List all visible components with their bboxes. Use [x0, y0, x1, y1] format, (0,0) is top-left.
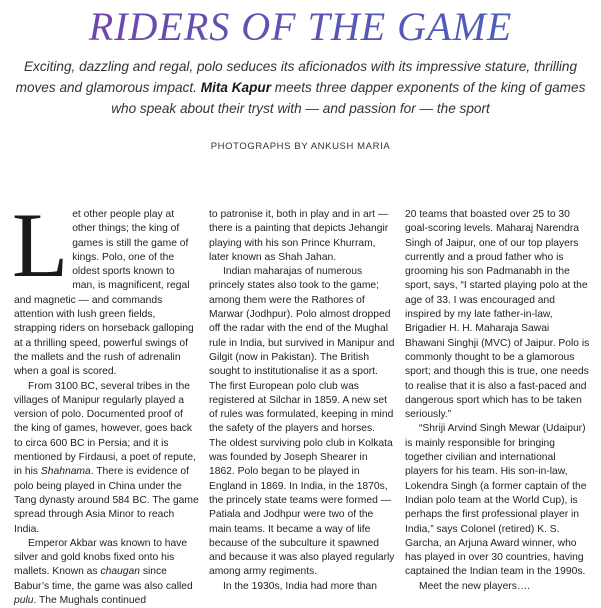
paragraph-text: From 3100 BC, several tribes in the villages of Manipur regularly played a version of polo. Documented proof of the king of games, however, goes back to circa 600 BC in Persia; and it is mentioned by Firdausi, a poet of repute, in his: [14, 380, 197, 478]
article-column-1: [12, 194, 200, 608]
paragraph-text: . There is evidence of polo being played in China under the Tang dynasty around 584 BC. The game spread through Asia Minor to reach India.: [14, 466, 199, 535]
paragraph: Indian maharajas of numerous princely states also took to the game; among them were the Rathores of Marwar (Jodhpur). Polo almost dropped off the radar with the end of the Mughal rule in India, but survived in Manipur and Gilgit (now in Pakistan). The British sought to institutionalise it as a sport. The first European polo club was registered at Silchar in 1859. A new set of rules was formulated, keeping in mind the safety of the players and horses. The oldest surviving polo club in Kolkata was founded by Joseph Shearer in 1862. Polo began to be played in England in 1869. In India, in the 1870s, the princely state teams were formed — Patiala and Jodhpur were two of the main teams. It became a way of life because of the subculture it spawned and because it was also played regularly among army regiments.: [209, 266, 395, 578]
paragraph: [12, 194, 200, 380]
article-title: RIDERS OF THE GAME: [0, 4, 601, 50]
photo-credit: PHOTOGRAPHS BY ANKUSH MARIA: [210, 141, 391, 152]
paragraph: “Shriji Arvind Singh Mewar (Udaipur) is mainly responsible for bringing together civilian and international players for his team. His son-in-law, Lokendra Singh (a former captain of the Indian polo team at the World Cup), is perhaps the first professional player in India,” says Colonel (retired) K. S. Garcha, an Arjuna Award winner, who has played in over 30 countries, having captained the Indian team in the 1990s.: [405, 423, 587, 578]
paragraph: to patronise it, both in play and in art — there is a painting that depicts Jehangir playing with his son Prince Khurram, later known as Shah Jahan.: [209, 209, 389, 263]
paragraph: [14, 380, 200, 537]
paragraph: Meet the new players….: [419, 580, 531, 592]
emphasis-text: Shahnama: [40, 466, 91, 478]
paragraph: [14, 537, 200, 608]
paragraph: In the 1930s, India had more than: [223, 580, 377, 592]
paragraph-text: . The Mughals continued: [33, 595, 147, 607]
deck-intro: Exciting, dazzling and regal, polo seduces its aficionados with its impressive stature, thrilling moves and glamorous impact.: [15, 59, 578, 95]
paragraph-text: Emperor Akbar was known to have silver and gold knobs fixed onto his mallets. Known as: [14, 537, 188, 578]
paragraph-text: since Babur’s time, the game was also called: [14, 566, 193, 592]
article-column-3: [405, 208, 591, 594]
paragraph: 20 teams that boasted over 25 to 30 goal-scoring levels. Maharaj Narendra Singh of Jaipur, one of our top players currently and a proud father who is grooming his son Padmanabh in the sport, says, “I started playing polo at the age of 33. I was encouraged and inspired by my late father-in-law, Brigadier H. H. Maharaja Sawai Bhawani Singhji (MVC) of Jaipur. Polo is commonly thought to be a glamorous sport; and though this is true, one needs to realise that it is also a fast-paced and dangerous sport which has to be taken seriously.”: [405, 209, 590, 421]
deck-summary: meets three dapper exponents of the king of games who speak about their tryst with — and passion for — the sport: [111, 80, 586, 116]
emphasis-text: chaugan: [100, 566, 140, 578]
article-column-2: [209, 208, 395, 594]
drop-cap: L: [12, 194, 69, 296]
article-deck: [14, 56, 587, 119]
emphasis-text: pulu: [14, 595, 34, 607]
paragraph-text: et other people play at other things; the king of games is still the game of kings. Polo, one of the oldest sports known to man, is magnificent, regal and magnetic — and commands attention with lush green fields, strapping riders on horseback galloping at a thrilling speed, powerful swings of the mallets and the rush of adrenalin when a goal is scored.: [14, 209, 194, 378]
deck-author: Mita Kapur: [200, 80, 271, 95]
